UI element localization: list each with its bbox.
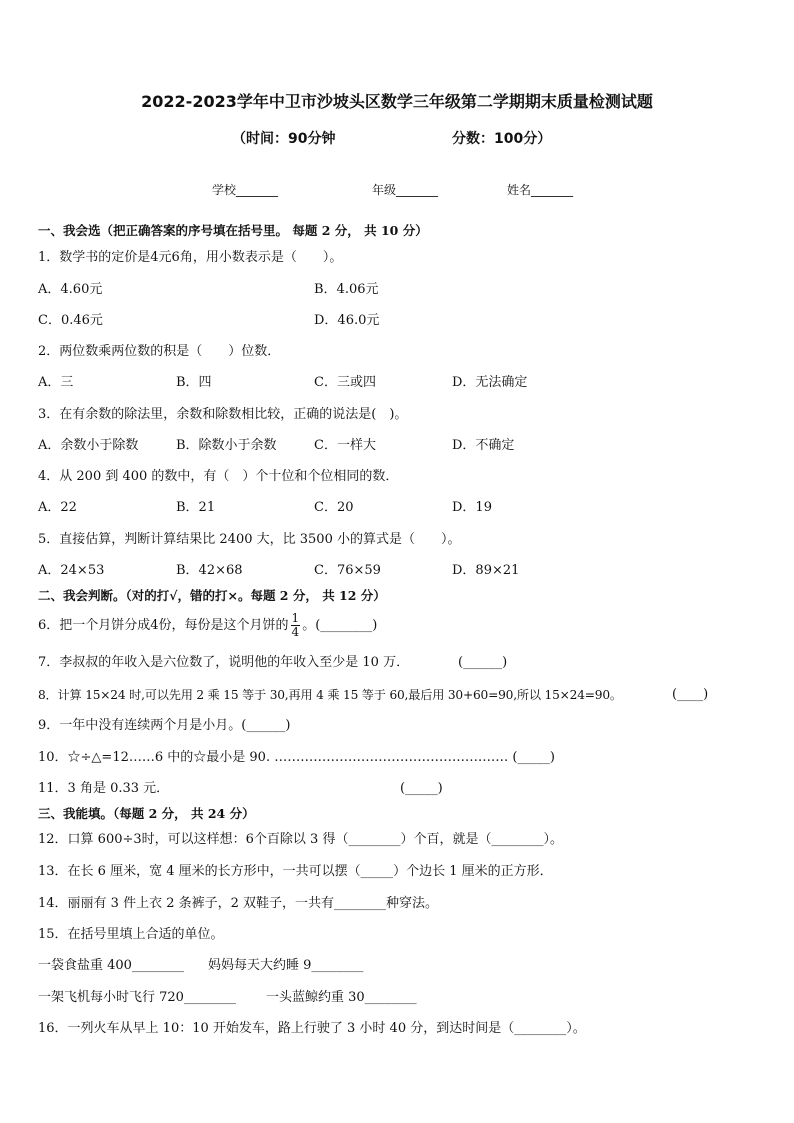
question-stem: 5．直接估算，判断计算结果比 2400 大，比 3500 小的算式是（ ）。 [38,532,461,547]
question-stem: 12．口算 600÷3时，可以这样想：6个百除以 3 得（________）个百，就是（________）。 [38,832,563,847]
question-stem: 4．从 200 到 400 的数中，有（ ）个十位和个位相同的数． [38,469,399,484]
option: A．余数小于除数 [38,438,139,453]
option: B．四 [176,375,212,390]
option: B．除数小于余数 [176,438,277,453]
option: C．一样大 [314,438,376,453]
fraction [291,612,301,639]
answer-blank: (______) [458,655,508,670]
option: C．76×59 [314,563,381,578]
option: C．三或四 [314,375,376,390]
question-stem: 1．数学书的定价是4元6角，用小数表示是（ ）。 [38,250,343,265]
answer-blank: (____) [672,687,709,702]
page-title: 2022-2023学年中卫市沙坡头区数学三年级第二学期期末质量检测试题 [141,92,653,111]
fill-item: 一头蓝鲸约重 30________ [266,990,417,1005]
option: D．46.0元 [314,313,380,328]
question-stem: 10．☆÷△=12……6 中的☆最小是 90. ……………………………………………… (_____) [38,750,555,765]
grade-field: 年级_______ [372,183,439,197]
option: B．4.06元 [314,282,379,297]
question-stem: 13．在长 6 厘米，宽 4 厘米的长方形中，一共可以摆（_____）个边长 1 厘米的正方形． [38,864,553,879]
option: A．4.60元 [38,282,103,297]
fraction-denominator: 4 [291,625,300,639]
question-stem: 15．在括号里填上合适的单位。 [38,927,224,942]
question-stem [38,610,377,642]
question-stem: 8．计算 15×24 时,可以先用 2 乘 15 等于 30,再用 4 乘 15 等于 60,最后用 30+60=90,所以 15×24=90。 [38,688,622,702]
answer-blank: (_____) [400,781,443,796]
fill-item: 一袋食盐重 400________ [38,958,184,973]
question-stem: 11．3 角是 0.33 元． [38,781,170,796]
fraction-numerator: 1 [291,611,300,625]
option: D．89×21 [452,563,520,578]
question-stem: 14．丽丽有 3 件上衣 2 条裤子，2 双鞋子，一共有________种穿法。 [38,896,439,911]
option: A．24×53 [38,563,105,578]
section-heading: 三、我能填。（每题 2 分， 共 24 分） [38,806,255,821]
option: C．0.46元 [38,313,103,328]
option: D．不确定 [452,438,515,453]
question-stem: 16．一列火车从早上 10：10 开始发车，路上行驶了 3 小时 40 分，到达时间是（________）。 [38,1021,586,1036]
exam-score: 分数：100分） [452,131,552,147]
exam-time: （时间：90分钟 [232,131,336,147]
fill-item: 一架飞机每小时飞行 720________ [38,990,236,1005]
school-field: 学校_______ [212,183,279,197]
question-stem: 3．在有余数的除法里，余数和除数相比较，正确的说法是( )。 [38,407,408,422]
stem-text: 6．把一个月饼分成4份，每份是这个月饼的 [38,618,289,633]
option: A．三 [38,375,74,390]
option: C．20 [314,500,354,515]
option: A．22 [38,500,77,515]
question-stem: 7．李叔叔的年收入是六位数了，说明他的年收入至少是 10 万． [38,655,410,670]
option: D．19 [452,500,492,515]
question-stem: 9．一年中没有连续两个月是小月。(______) [38,718,291,733]
fill-item: 妈妈每天大约睡 9________ [208,958,364,973]
section-heading: 一、我会选（把正确答案的序号填在括号里。 每题 2 分， 共 10 分） [38,223,428,238]
question-stem: 2．两位数乘两位数的积是（ ）位数． [38,344,281,359]
option: B．42×68 [176,563,243,578]
section-heading: 二、我会判断。（对的打√，错的打×。每题 2 分， 共 12 分） [38,588,386,603]
option: B．21 [176,500,216,515]
stem-text: 。(________) [302,618,378,633]
name-field: 姓名_______ [507,183,574,197]
option: D．无法确定 [452,375,528,390]
